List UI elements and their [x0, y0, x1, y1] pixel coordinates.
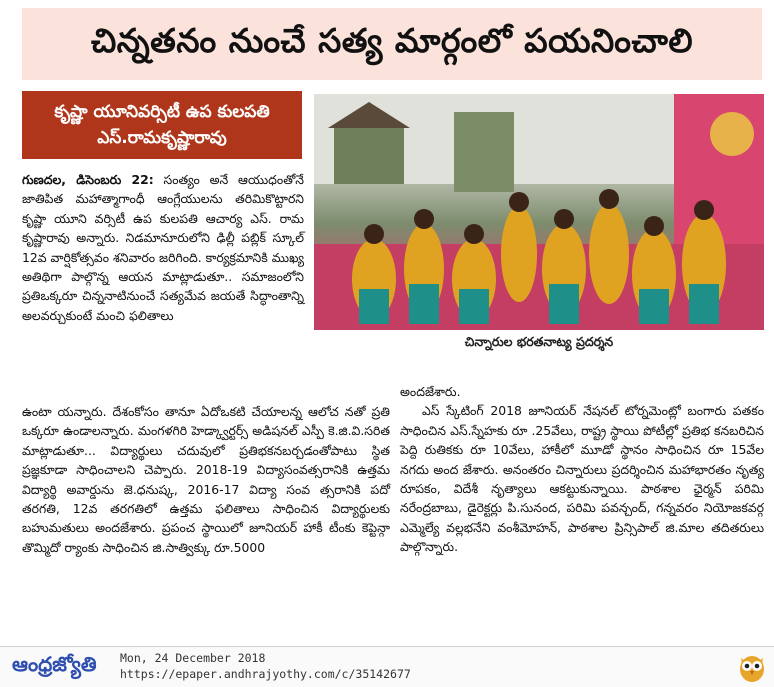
newspaper-logo[interactable]: ఆంధ్రజ్యోతి — [12, 652, 97, 676]
headline: చిన్నతనం నుంచే సత్య మార్గంలో పయనించాలి — [90, 20, 694, 60]
article-paragraph-2: ఎస్ స్కేటింగ్ 2018 జూనియర్ నేషనల్ టోర్నమెంట్లో బంగారు పతకం సాధించిన ఎస్.స్నేహకు రూ .25వేలు, రాష్ట్ర స్థాయి పోటీల్లో ప్రతిభ కనబరిచిన పెద్ది రుతికకు రూ 10వేలు, హాకీలో మూడో స్థానం సాధించిన రూ 15వేల నగదు అంద జేశారు. అనంతరం చిన్నారులు ప్రదర్శించిన మహాభారతం నృత్య రూపకం, విదేశీ నృత్యాలు ఆకట్టుకున్నాయి. పాఠశాల ఛైర్మన్ పరిమి నరేంద్రబాబు, డైరెక్టర్లు పి.సునంద, పరిమి పవన్చంద్, గన్నవరం నియోజకవర్గ ఎమ్మెల్యే వల్లభనేని వంశీమోహన్, పాఠశాల ప్రిన్సిపాల్ జి.మాల తదితరులు పాల్గొన్నారు. — [400, 403, 764, 555]
footer — [0, 646, 774, 687]
subheadline-line1: కృష్ణా యూనివర్సిటీ ఉప కులపతి — [54, 102, 270, 122]
article-paragraph-1-continued: ఉంటా యన్నారు. దేశంకోసం తానూ ఏదోఒకటి చేయాలన్న ఆలోచ నతో ప్రతి ఒక్కరూ ఉండాలన్నారు. మంగళగిరి హెడ్క్వార్టర్స్ అడిషనల్ ఎస్పీ కె.జి.వి.సరిత మాట్లాడుతూ... విద్యార్థులు చదువులో ప్రతిభకనబర్చడంతోపాటు స్థిత ప్రజ్ఞకూడా సాధించాలని చెప్పారు. 2018-19 విద్యాసంవత్సరానికి ఉత్తమ విద్యార్థి అవార్డును జె.ధనుష్క, 2016-17 విద్యా సంవ త్సరానికి పదో తరగతి, 12వ తరగతిలో ఉత్తమ ఫలితాలు సాధించిన విద్యార్థులకు బహుమతులు అందజేశారు. ప్రపంచ స్థాయిలో జూనియర్ హాకీ టీంకు కెప్టెన్గా తొమ్మిదో ర్యాంకు సాధించిన జి.సాత్విక్కు రూ.5000 — [22, 404, 390, 555]
publish-date: Mon, 24 December 2018 — [120, 651, 266, 665]
photo-caption: చిన్నారుల భరతనాట్య ప్రదర్శన — [464, 334, 614, 349]
owl-icon — [736, 651, 768, 683]
headline-banner — [22, 8, 762, 80]
subheadline-box — [22, 91, 302, 159]
dance-photo — [314, 94, 764, 330]
article-paragraph-2-start: అందజేశారు. — [400, 384, 461, 399]
epaper-url[interactable]: https://epaper.andhrajyothy.com/c/35142677 — [120, 667, 411, 681]
article-column-right — [400, 382, 764, 557]
subheadline-line2: ఎస్.రామకృష్ణారావు — [97, 128, 227, 148]
footer-meta — [120, 650, 411, 682]
article-paragraph-1: సంత్యం అనే ఆయుధంతోనే జాతిపిత మహాత్మాగాంధీ ఆంగ్లేయులను తరిమికొట్టారని కృష్ణా యూని వర్సిటీ ఉప కులపతి ఆచార్య ఎస్. రామ కృష్ణారావు అన్నారు. నిడమానూరులోని ఢిల్లీ పబ్లిక్ స్కూల్ 12వ వార్షికోత్సవం శనివారం జరిగింది. కార్యక్రమానికి ముఖ్య అతిథిగా పాల్గొన్న ఆయన మాట్లాడుతూ.. సమాజంలోని ప్రతిఒక్కరూ చిన్ననాటినుంచే సత్యమేవ జయతే సిద్ధాంతాన్ని అలవర్చుకుంటే మంచి ఫలితాలు — [22, 172, 304, 323]
article-column-left-bottom — [22, 402, 390, 557]
article-column-left-top — [22, 170, 304, 325]
dateline: గుణదల, డిసెంబరు 22: — [22, 172, 154, 187]
